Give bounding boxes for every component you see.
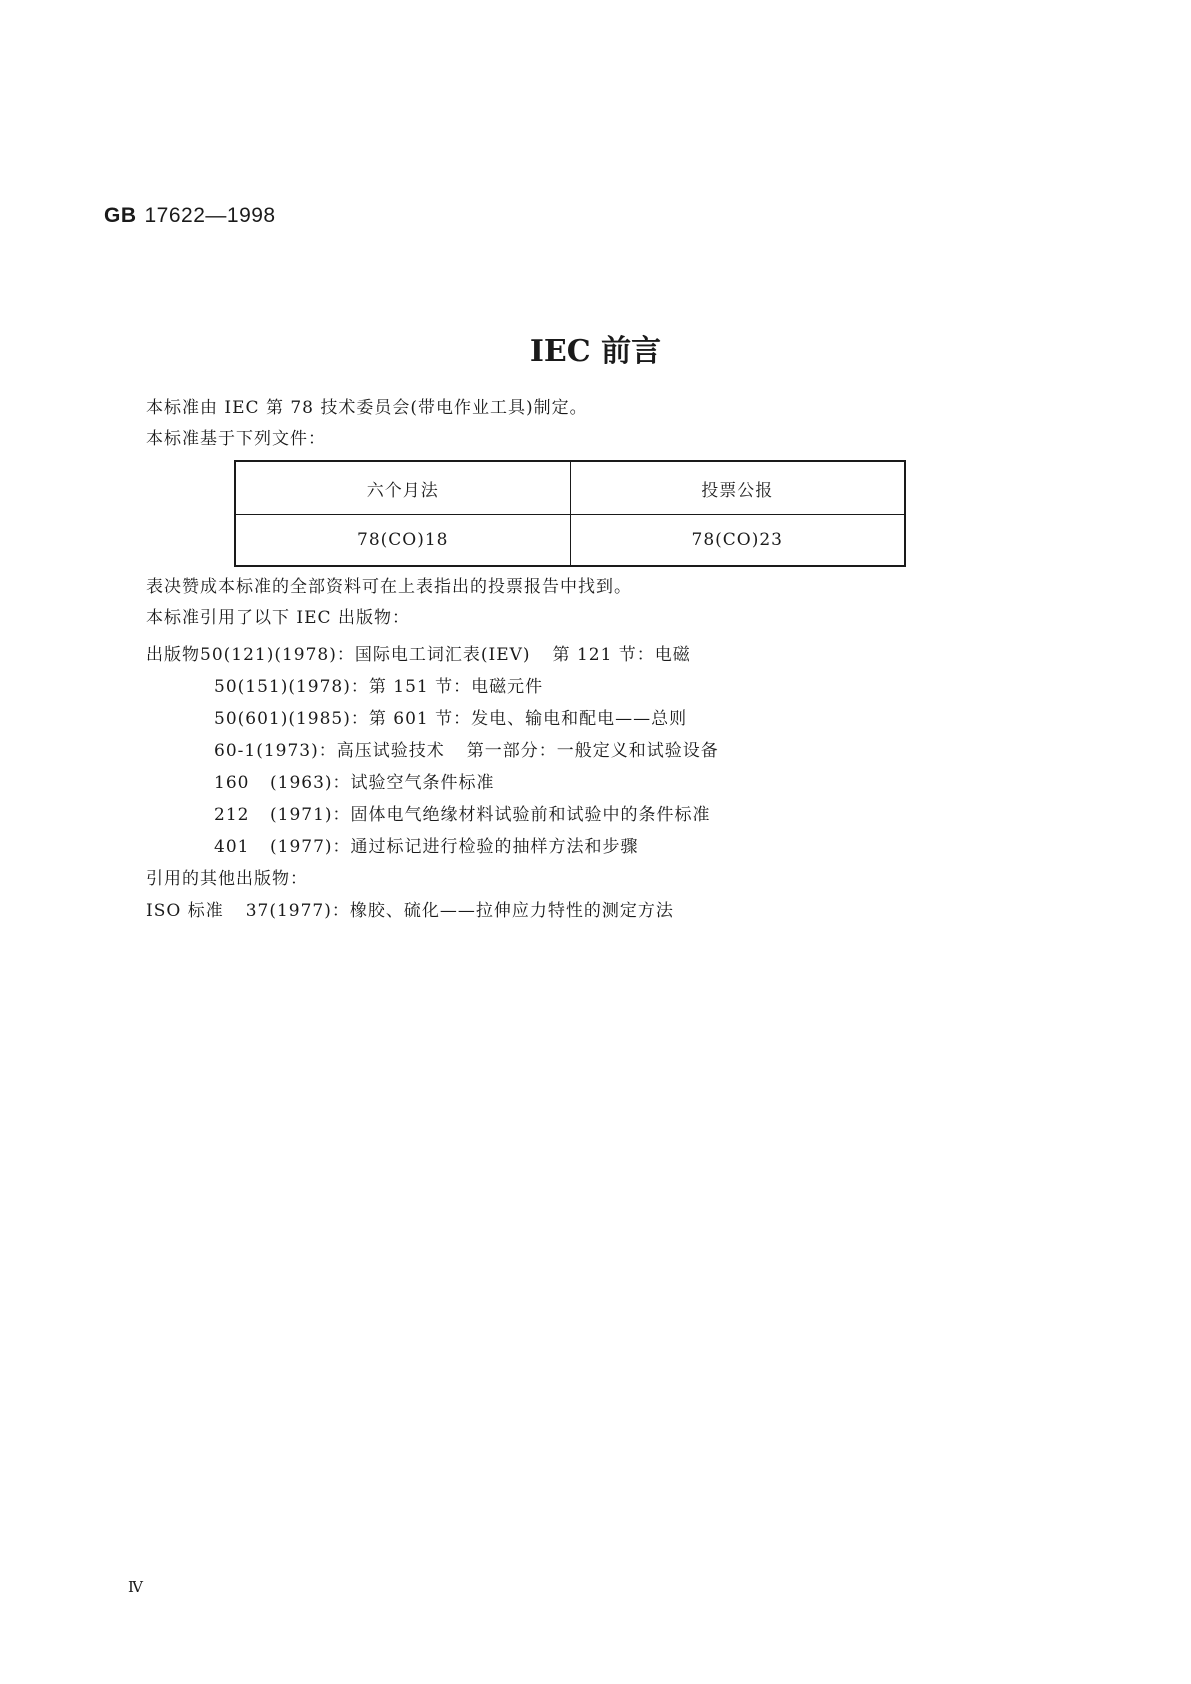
basis-paragraph: 本标准基于下列文件：	[146, 429, 326, 449]
publication-title: ：橡胶、硫化——拉伸应力特性的测定方法	[331, 901, 674, 921]
publication-code: 37(1977)	[245, 901, 332, 921]
table-cell-voting: 78(CO)23	[570, 515, 905, 567]
publication-title: ：高压试验技术	[318, 741, 445, 761]
publication-code: 60-1(1973)	[214, 741, 319, 761]
table-cell-six-months: 78(CO)18	[235, 515, 570, 567]
publication-title: ：通过标记进行检验的抽样方法和步骤	[332, 837, 639, 857]
voting-paragraph: 表决赞成本标准的全部资料可在上表指出的投票报告中找到。	[146, 577, 632, 597]
publication-code: 50(601)(1985)	[214, 709, 351, 729]
page-number: Ⅳ	[128, 1578, 143, 1596]
publication-title: ：试验空气条件标准	[332, 773, 495, 793]
publication-subtitle: 第一部分：一般定义和试验设备	[466, 741, 719, 761]
standard-number	[104, 204, 276, 228]
references-paragraph: 本标准引用了以下 IEC 出版物：	[146, 608, 410, 628]
publication-code: 160	[214, 773, 250, 793]
publication-code: 50(121)(1978)	[200, 645, 337, 665]
page-title: IEC 前言	[529, 334, 662, 369]
table-header-row	[235, 461, 905, 515]
publication-year: (1977)	[270, 837, 333, 857]
standard-code: 17622—1998	[144, 204, 276, 227]
list-item	[146, 767, 719, 799]
list-item	[146, 895, 719, 927]
standard-prefix: GB	[104, 204, 137, 227]
publication-year: (1963)	[270, 773, 333, 793]
intro-paragraph: 本标准由 IEC 第 78 技术委员会(带电作业工具)制定。	[146, 398, 588, 418]
list-item	[146, 703, 719, 735]
list-item	[146, 831, 719, 863]
publication-code: 50(151)(1978)	[214, 677, 351, 697]
publication-code: 401	[214, 837, 250, 857]
publication-title: ：国际电工词汇表(IEV)	[336, 645, 531, 665]
table-row	[235, 515, 905, 567]
publication-list	[146, 639, 719, 927]
publication-prefix: 出版物	[146, 645, 200, 665]
publication-year: (1971)	[270, 805, 333, 825]
publication-title: ：第 601 节：发电、输电和配电——总则	[350, 709, 688, 729]
list-item	[146, 671, 719, 703]
other-publications-heading: 引用的其他出版物：	[146, 869, 308, 889]
list-item	[146, 735, 719, 767]
publication-prefix: ISO 标准	[146, 901, 224, 921]
table-header-voting: 投票公报	[570, 461, 905, 515]
list-item	[146, 799, 719, 831]
documents-table	[234, 460, 906, 567]
table-header-six-months: 六个月法	[235, 461, 570, 515]
publication-code: 212	[214, 805, 250, 825]
publication-title: ：第 151 节：电磁元件	[350, 677, 544, 697]
publication-title: ：固体电气绝缘材料试验前和试验中的条件标准	[332, 805, 711, 825]
list-item	[146, 639, 719, 671]
publication-subtitle: 第 121 节：电磁	[552, 645, 691, 665]
